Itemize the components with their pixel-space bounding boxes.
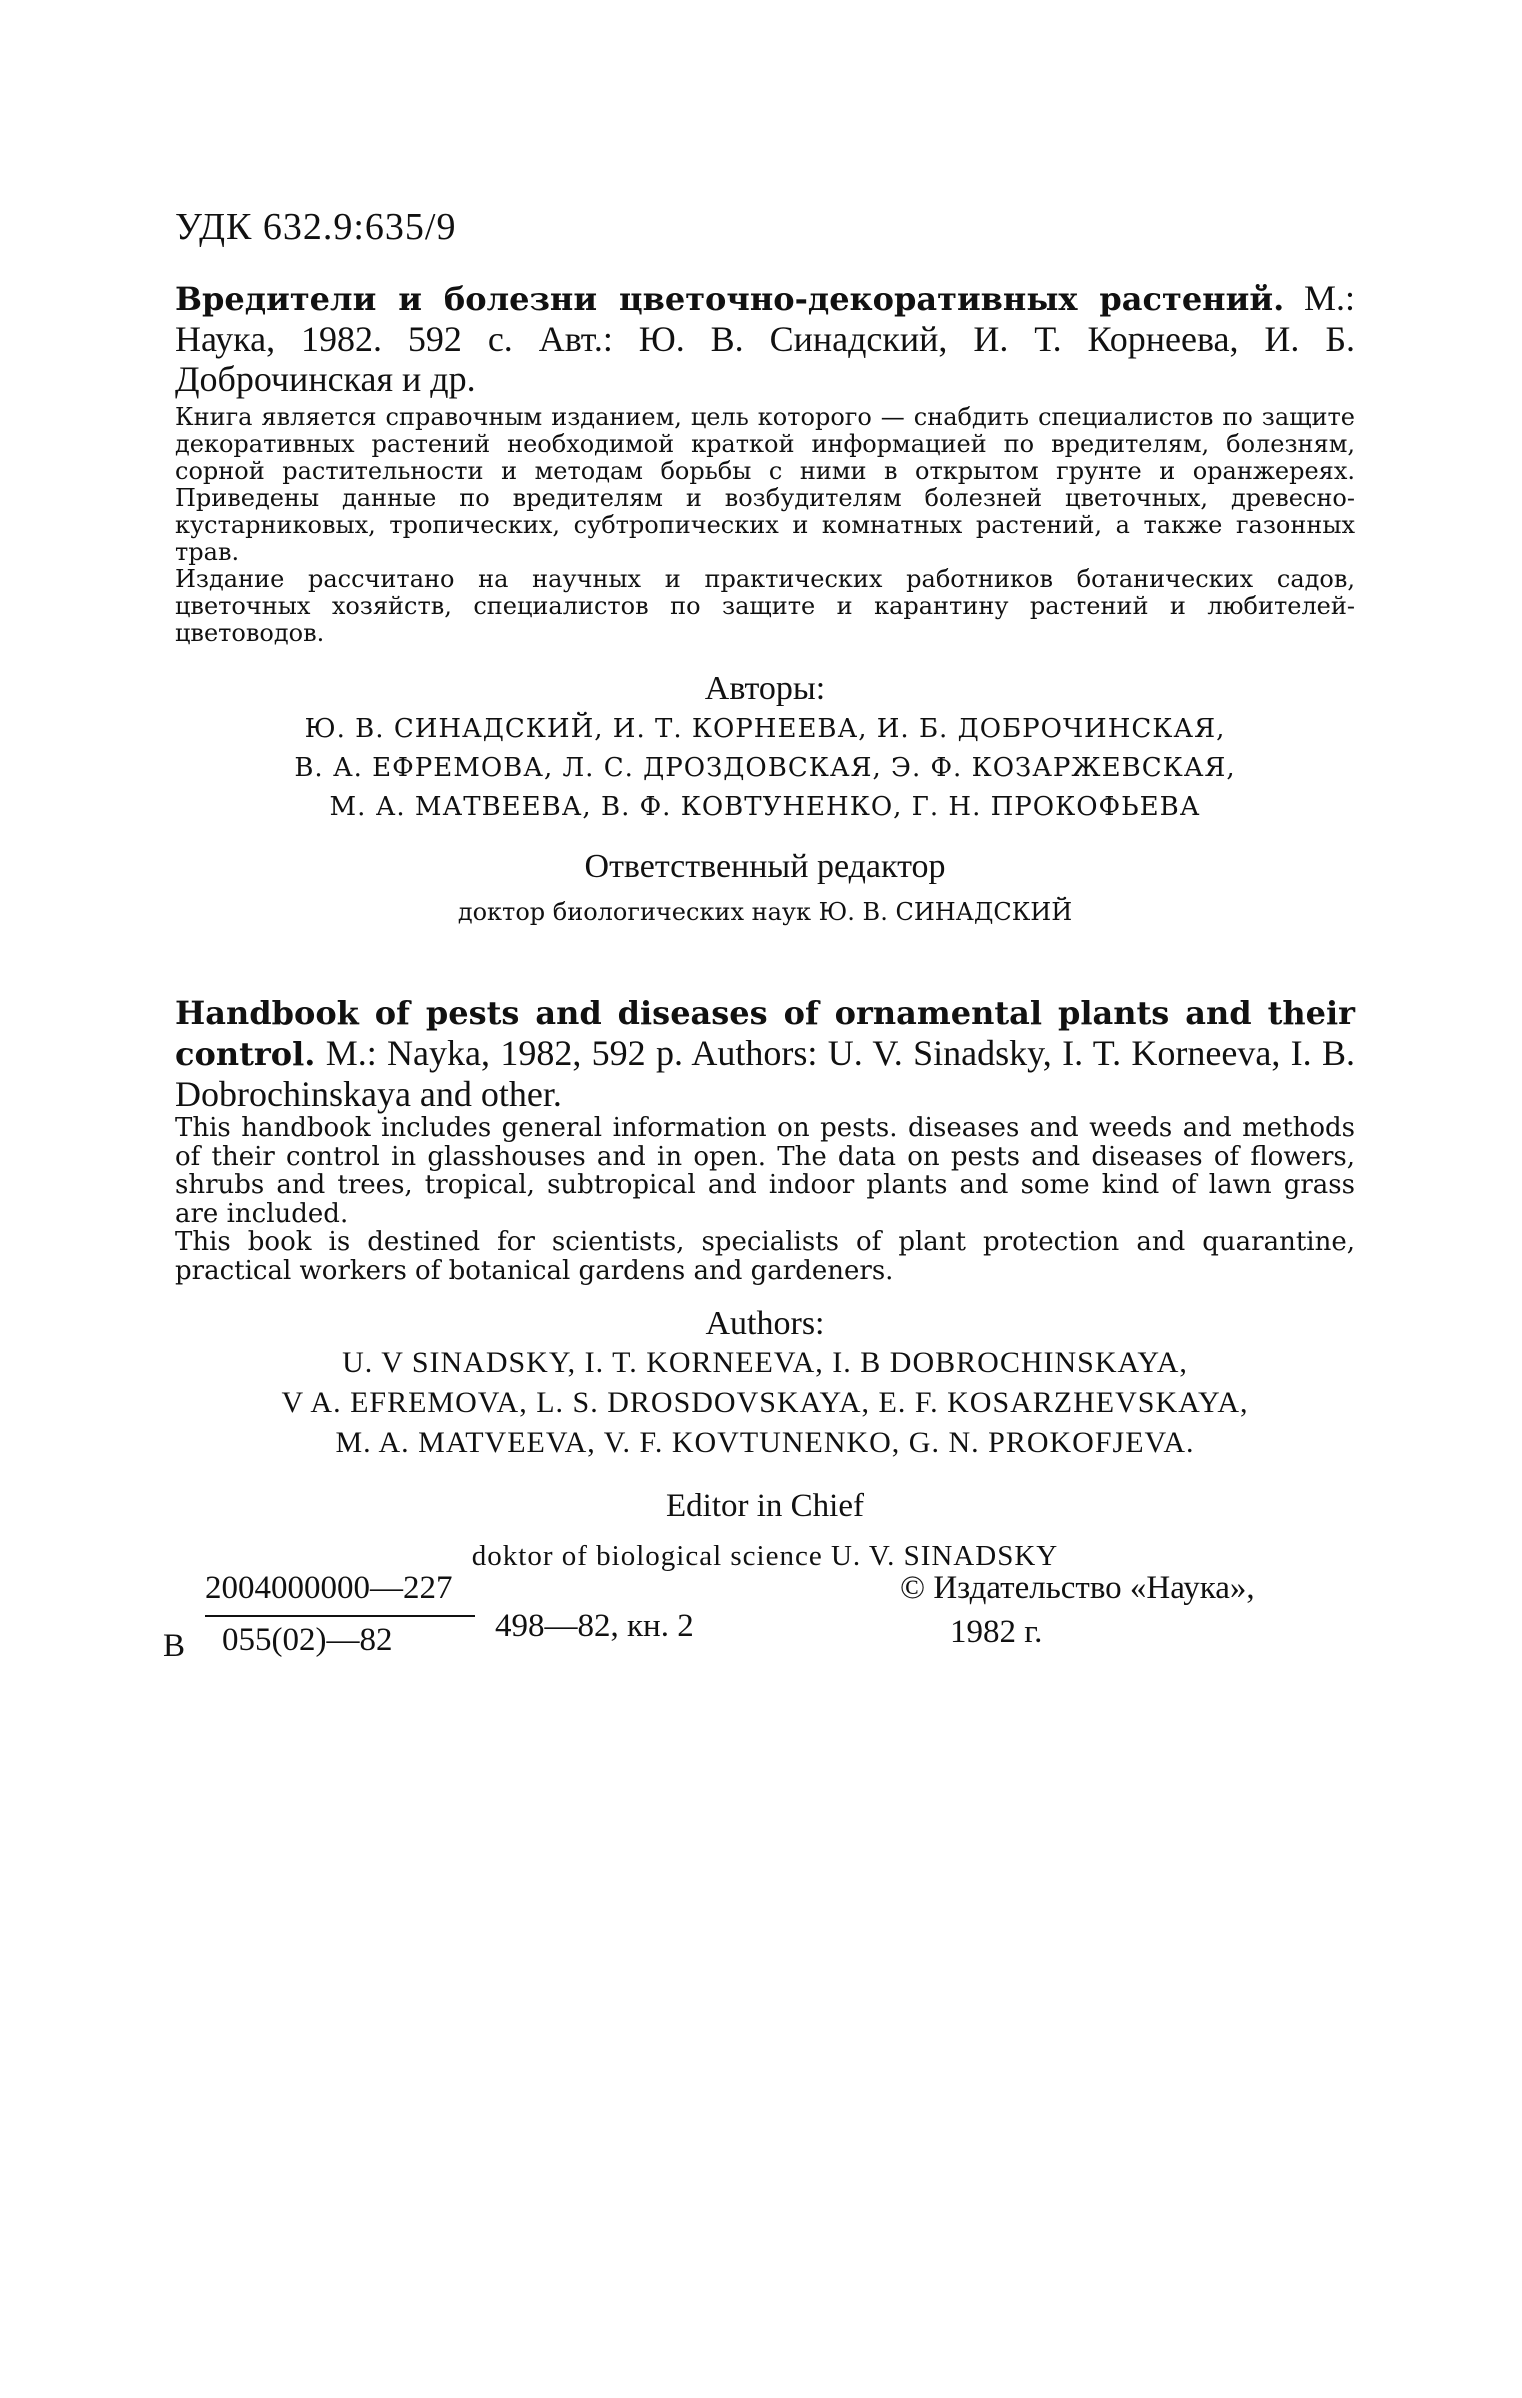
en-reference-details: M.: Nayka, 1982, 592 p. Authors: U. V. Sinadsky, I. T. Korneeva, I. B. Dobrochinskaya and other. (175, 1033, 1355, 1114)
publication-footer (0, 1570, 1522, 1710)
en-bibliographic-reference (175, 992, 1355, 1114)
ru-bibliographic-reference (175, 278, 1355, 399)
en-authors-list (175, 1343, 1355, 1463)
copyright-notice: © Издательство «Наука», (900, 1570, 1255, 1606)
ru-authors-line-3: М. А. МАТВЕЕВА, В. Ф. КОВТУНЕНКО, Г. Н. ПРОКОФЬЕВА (329, 792, 1201, 822)
en-abstract (175, 1114, 1355, 1285)
ru-book-title: Вредители и болезни цветочно-декоративных растений. (175, 280, 1285, 318)
ru-editor-heading: Ответственный редактор (584, 848, 946, 885)
ru-authors-line-1: Ю. В. СИНАДСКИЙ, И. Т. КОРНЕЕВА, И. Б. ДОБРОЧИНСКАЯ, (304, 714, 1226, 744)
ru-abstract-paragraph-2: Издание рассчитано на научных и практических работников ботанических садов, цветочных хозяйств, специалистов по защите и карантину растений и любителей-цветоводов. (175, 565, 1355, 647)
ru-reference-details: М.: Наука, 1982. 592 с. Авт.: Ю. В. Синадский, И. Т. Корнеева, И. Б. Доброчинская и др. (175, 278, 1356, 399)
en-abstract-paragraph-1: This handbook includes general information on pests. diseases and weeds and methods of their control in glasshouses and in open. The data on pests and diseases of flowers, shrubs and trees, tropical, subtropical and indoor plants and some kind of lawn grass are included. (175, 1113, 1355, 1229)
en-authors-line-2: V A. EFREMOVA, L. S. DROSDOVSKAYA, E. F. KOSARZHEVSKAYA, (281, 1386, 1249, 1419)
ru-abstract (175, 404, 1355, 647)
en-book-title: Handbook of pests and diseases of ornamental plants and their control. (175, 994, 1355, 1073)
en-editor-name: doktor of biological science U. V. SINADSKY (471, 1540, 1059, 1572)
publication-index-denominator: 055(02)—82 (222, 1622, 393, 1658)
en-editor-heading: Editor in Chief (666, 1488, 864, 1524)
copyright-year: 1982 г. (950, 1614, 1043, 1650)
en-abstract-paragraph-2: This book is destined for scientists, specialists of plant protection and quarantine, practical workers of botanical gardens and gardeners. (175, 1227, 1355, 1286)
en-authors-line-3: M. A. MATVEEVA, V. F. KOVTUNENKO, G. N. PROKOFJEVA. (335, 1426, 1195, 1459)
en-authors-line-1: U. V SINADSKY, I. T. KORNEEVA, I. B DOBROCHINSKAYA, (342, 1346, 1188, 1379)
ru-authors-list (175, 710, 1355, 827)
ru-authors-heading: Авторы: (704, 670, 826, 707)
publication-code: 498—82, кн. 2 (495, 1608, 694, 1644)
publication-index-numerator: 2004000000—227 (205, 1570, 453, 1606)
fraction-divider (205, 1615, 475, 1617)
en-authors-heading: Authors: (705, 1305, 825, 1342)
ru-abstract-paragraph-1: Книга является справочным изданием, цель которого — снабдить специалистов по защите декоративных растений необходимой краткой информацией по вредителям, болезням, сорной растительности и методам борьбы с ними в открытом грунте и оранжереях. Приведены данные по вредителям и возбудителям болезней цветочных, древесно-кустарниковых, тропических, субтропических и комнатных растений, а также газонных трав. (175, 403, 1355, 566)
ru-authors-line-2: В. А. ЕФРЕМОВА, Л. С. ДРОЗДОВСКАЯ, Э. Ф. КОЗАРЖЕВСКАЯ, (294, 753, 1236, 783)
udk-code: УДК 632.9:635/9 (175, 206, 457, 248)
publication-index-letter: В (163, 1628, 186, 1664)
ru-editor-name: доктор биологических наук Ю. В. СИНАДСКИЙ (457, 898, 1073, 926)
